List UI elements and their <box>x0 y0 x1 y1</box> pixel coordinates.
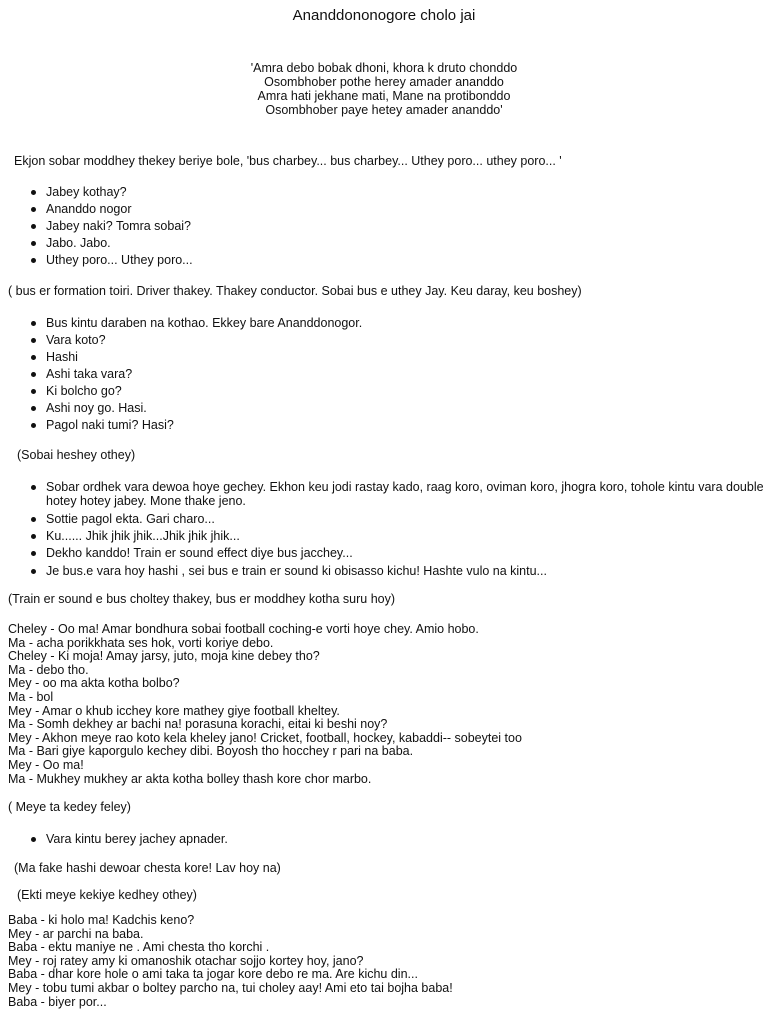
dialogue-line: Ma - Somh dekhey ar bachi na! porasuna korachi, eitai ki beshi noy? <box>8 717 388 732</box>
page-title: Ananddononogore cholo jai <box>292 7 476 24</box>
dialogue-line: Mey - tobu tumi akbar o boltey parcho na, tui choley aay! Ami eto tai bojha baba! <box>8 980 453 995</box>
dialogue-line: Baba - ki holo ma! Kadchis keno? <box>8 913 195 927</box>
list-item: Pagol naki tumi? Hasi? <box>0 417 362 434</box>
dialogue-line: Mey - Amar o khub icchey kore mathey giye football kheltey. <box>8 703 340 718</box>
dialogue-line: Mey - roj ratey amy ki omanoshik otachar sojjo kortey hoy, jano? <box>8 953 364 968</box>
bullet-dot <box>31 551 36 556</box>
list-item: Ananddo nogor <box>0 201 193 218</box>
dialogue-line: Mey - Oo ma! <box>8 757 84 772</box>
list-item: Jabo. Jabo. <box>0 235 193 252</box>
stage-direction: (Ma fake hashi dewoar chesta kore! Lav hoy na) <box>14 861 281 875</box>
dialogue-line: Mey - Akhon meye rao koto kela kheley jano! Cricket, football, hockey, kabaddi-- sobeytei too <box>8 730 522 745</box>
list-item: Hashi <box>0 349 362 366</box>
dialogue-block-1 <box>8 623 748 786</box>
dialogue-line: Ma - acha porikkhata ses hok, vorti koriye debo. <box>8 635 274 650</box>
bullet-list-2 <box>0 315 362 434</box>
dialogue-line: Baba - biyer por... <box>8 994 107 1009</box>
stage-direction: ( bus er formation toiri. Driver thakey. Thakey conductor. Sobai bus e uthey Jay. Keu daray, keu boshey) <box>8 284 582 298</box>
bullet-list-4 <box>0 831 228 848</box>
list-item: Jabey kothay? <box>0 184 193 201</box>
list-item-continuation: hotey hotey jabey. Mone thake jeno. <box>46 494 246 508</box>
bullet-dot <box>31 569 36 574</box>
list-item: Uthey poro... Uthey poro... <box>0 252 193 269</box>
bullet-dot <box>31 517 36 522</box>
dialogue-line: Cheley - Ki moja! Amay jarsy, juto, moja kine debey tho? <box>8 649 320 664</box>
list-item: Sobar ordhek vara dewoa hoye gechey. Ekhon keu jodi rastay kado, raag koro, oviman koro, jhogra koro, tohole kintu vara double <box>46 480 764 494</box>
list-item: Ashi noy go. Hasi. <box>0 400 362 417</box>
poem-line: Amra hati jekhane mati, Mane na protibonddo <box>257 89 511 103</box>
dialogue-line: Ma - Mukhey mukhey ar akta kotha bolley thash kore chor marbo. <box>8 771 372 786</box>
poem-line: Osombhober pothe herey amader ananddo <box>264 75 504 89</box>
bullet-list-1 <box>0 184 193 269</box>
list-item: Ashi taka vara? <box>0 366 362 383</box>
list-item: Sottie pagol ekta. Gari charo... <box>46 512 215 526</box>
bullet-dot <box>31 485 36 490</box>
bullet-dot <box>31 534 36 539</box>
dialogue-line: Baba - ektu maniye ne . Ami chesta tho korchi . <box>8 940 270 955</box>
list-item: Vara kintu berey jachey apnader. <box>0 831 228 848</box>
stage-direction: (Ekti meye kekiye kedhey othey) <box>17 888 197 902</box>
stage-direction: (Sobai heshey othey) <box>17 448 136 462</box>
poem-stanza <box>0 61 768 117</box>
dialogue-line: Ma - Bari giye kaporgulo kechey dibi. Boyosh tho hocchey r pari na baba. <box>8 744 414 759</box>
dialogue-block-2 <box>8 914 748 1009</box>
list-item: Bus kintu daraben na kothao. Ekkey bare Ananddonogor. <box>0 315 362 332</box>
dialogue-line: Baba - dhar kore hole o ami taka ta jogar kore debo re ma. Are kichu din... <box>8 967 418 982</box>
stage-direction: (Train er sound e bus choltey thakey, bus er moddhey kotha suru hoy) <box>8 592 396 606</box>
list-item: Vara koto? <box>0 332 362 349</box>
poem-line: 'Amra debo bobak dhoni, khora k druto chonddo <box>250 61 518 75</box>
dialogue-line: Ma - debo tho. <box>8 662 89 677</box>
list-item: Ku...... Jhik jhik jhik...Jhik jhik jhik... <box>46 529 240 543</box>
stage-direction: ( Meye ta kedey feley) <box>8 800 131 814</box>
list-item: Dekho kanddo! Train er sound effect diye bus jacchey... <box>46 546 353 560</box>
dialogue-line: Mey - ar parchi na baba. <box>8 926 144 941</box>
list-item: Je bus.e vara hoy hashi , sei bus e train er sound ki obisasso kichu! Hashte vulo na kintu... <box>46 564 547 578</box>
list-item: Jabey naki? Tomra sobai? <box>0 218 193 235</box>
intro-paragraph: Ekjon sobar moddhey thekey beriye bole, 'bus charbey... bus charbey... Uthey poro... uthey poro... ' <box>14 154 562 168</box>
dialogue-line: Cheley - Oo ma! Amar bondhura sobai football coching-e vorti hoye chey. Amio hobo. <box>8 622 479 636</box>
list-item: Ki bolcho go? <box>0 383 362 400</box>
dialogue-line: Mey - oo ma akta kotha bolbo? <box>8 676 180 691</box>
dialogue-line: Ma - bol <box>8 689 54 704</box>
poem-line: Osombhober paye hetey amader ananddo' <box>265 103 503 117</box>
